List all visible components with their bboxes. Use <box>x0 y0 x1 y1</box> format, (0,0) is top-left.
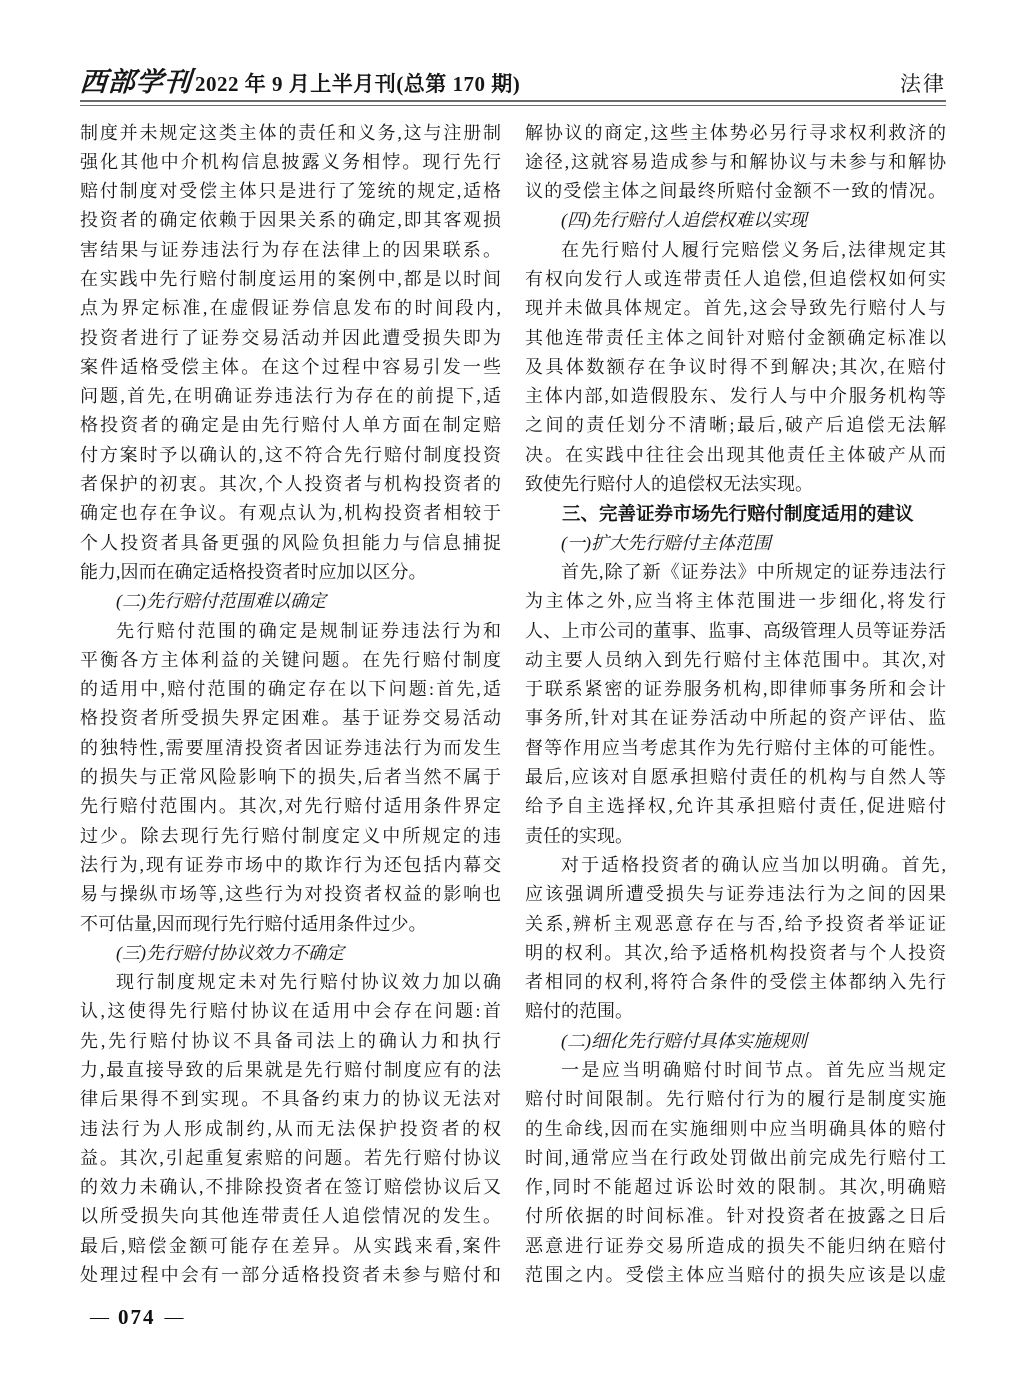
text-line: 对于适格投资者的确认应当加以明确。首先, <box>561 854 946 875</box>
text-line: 其他连带责任主体之间针对赔付金额确定标准以 <box>525 327 946 348</box>
text-line: 最后,赔偿金额可能存在差异。从实践来看,案件 <box>80 1235 501 1256</box>
text-line: 的损失与正常风险影响下的损失,后者当然不属于 <box>80 767 501 788</box>
right-column <box>525 119 946 1291</box>
subsection-heading: (二)细化先行赔付具体实施规则 <box>561 1030 807 1051</box>
text-line: 律后果得不到实现。不具备约束力的协议无法对 <box>80 1089 501 1110</box>
text-line: 动主要人员纳入到先行赔付主体范围中。其次,对 <box>525 649 946 670</box>
text-line: 在实践中先行赔付制度运用的案例中,都是以时间 <box>80 268 501 289</box>
text-line: 者相同的权利,将符合条件的受偿主体都纳入先行 <box>525 972 946 993</box>
text-line: 给予自主选择权,允许其承担赔付责任,促进赔付 <box>525 796 946 817</box>
subsection-heading: (四)先行赔付人追偿权难以实现 <box>561 210 807 231</box>
text-line: 力,最直接导致的后果就是先行赔付制度应有的法 <box>80 1060 501 1080</box>
text-line: 途径,这就容易造成参与和解协议与未参与和解协 <box>525 151 946 172</box>
text-line: 法行为,现有证券市场中的欺诈行为还包括内幕交 <box>80 854 501 875</box>
text-line: 最后,应该对自愿承担赔付责任的机构与自然人等 <box>525 767 946 788</box>
text-line: 害结果与证券违法行为存在法律上的因果联系。 <box>80 239 501 260</box>
text-line: 平衡各方主体利益的关键问题。在先行赔付制度 <box>80 649 501 670</box>
text-line: 赔付制度对受偿主体只是进行了笼统的规定,适格 <box>80 181 501 202</box>
text-line: 议的受偿主体之间最终所赔付金额不一致的情况。 <box>525 181 946 202</box>
text-line: 案件适格受偿主体。在这个过程中容易引发一些 <box>80 356 501 377</box>
text-line: 恶意进行证券交易所造成的损失不能归纳在赔付 <box>525 1235 946 1256</box>
text-line: 明的权利。其次,给予适格机构投资者与个人投资 <box>525 942 946 963</box>
page-header <box>80 60 946 100</box>
text-line: 责任的实现。 <box>525 825 633 846</box>
journal-logo: 西部学刊 <box>78 67 193 97</box>
text-line: 主体内部,如造假股东、发行人与中介服务机构等 <box>525 386 946 407</box>
section-label: 法律 <box>900 73 946 96</box>
text-line: 首先,除了新《证券法》中所规定的证券违法行 <box>561 561 946 582</box>
text-line: 先行赔付范围内。其次,对先行赔付适用条件界定 <box>80 796 501 817</box>
text-line: 及具体数额存在争议时得不到解决;其次,在赔付 <box>525 356 946 377</box>
text-line: 个人投资者具备更强的风险负担能力与信息捕捉 <box>80 532 501 553</box>
text-line: 于联系紧密的证券服务机构,即律师事务所和会计 <box>525 679 946 700</box>
text-line: 付所依据的时间标准。针对投资者在披露之日后 <box>525 1206 946 1227</box>
text-line: 赔付时间限制。先行赔付行为的履行是制度实施 <box>525 1089 946 1110</box>
text-line: 确定也存在争议。有观点认为,机构投资者相较于 <box>80 503 501 524</box>
issue-info: 2022 年 9 月上半月刊(总第 170 期) <box>195 72 521 96</box>
text-line: 赔付的范围。 <box>525 1001 633 1022</box>
subsection-heading: (一)扩大先行赔付主体范围 <box>561 532 771 553</box>
text-line: 认,这使得先行赔付协议在适用中会存在问题:首 <box>80 1001 501 1022</box>
subsection-heading: (二)先行赔付范围难以确定 <box>116 591 326 612</box>
left-column <box>80 119 501 1291</box>
text-line: 付方案时予以确认的,这不符合先行赔付制度投资 <box>80 444 501 465</box>
text-line: 点为界定标准,在虚假证券信息发布的时间段内, <box>80 298 501 319</box>
text-line: 时间,通常应当在行政处罚做出前完成先行赔付工 <box>525 1147 946 1168</box>
section-heading: 三、完善证券市场先行赔付制度适用的建议 <box>562 503 914 525</box>
footer-dash-right: — <box>164 1306 184 1328</box>
text-line: 投资者进行了证券交易活动并因此遭受损失即为 <box>80 327 501 348</box>
text-line: 能力,因而在确定适格投资者时应加以区分。 <box>80 561 427 582</box>
text-line: 先,先行赔付协议不具备司法上的确认力和执行 <box>80 1030 501 1051</box>
text-line: 格投资者所受损失界定困难。基于证券交易活动 <box>80 708 501 729</box>
text-line: 以所受损失向其他连带责任人追偿情况的发生。 <box>80 1206 501 1227</box>
text-line: 不可估量,因而现行先行赔付适用条件过少。 <box>80 913 427 934</box>
text-line: 过少。除去现行先行赔付制度定义中所规定的违 <box>80 825 501 846</box>
text-line: 作,同时不能超过诉讼时效的限制。其次,明确赔 <box>525 1177 946 1198</box>
text-line: 关系,辨析主观恶意存在与否,给予投资者举证证 <box>525 913 946 934</box>
text-line: 一是应当明确赔付时间节点。首先应当规定 <box>561 1060 946 1080</box>
page-footer <box>90 1305 946 1330</box>
article-body <box>80 119 946 1291</box>
footer-dash-left: — <box>90 1306 109 1328</box>
text-line: 的独特性,需要厘清投资者因证券违法行为而发生 <box>80 737 501 758</box>
text-line: 益。其次,引起重复索赔的问题。若先行赔付协议 <box>80 1147 501 1168</box>
text-line: 致使先行赔付人的追偿权无法实现。 <box>525 474 813 495</box>
text-line: 现行制度规定未对先行赔付协议效力加以确 <box>116 972 501 993</box>
text-line: 应该强调所遭受损失与证券违法行为之间的因果 <box>525 884 946 905</box>
header-divider <box>80 100 946 106</box>
text-line: 处理过程中会有一部分适格投资者未参与赔付和 <box>80 1265 501 1286</box>
text-line: 督等作用应当考虑其作为先行赔付主体的可能性。 <box>525 737 946 758</box>
text-line: 解协议的商定,这些主体势必另行寻求权利救济的 <box>525 122 946 143</box>
page-number: 074 <box>118 1305 156 1330</box>
text-line: 为主体之外,应当将主体范围进一步细化,将发行 <box>525 591 946 612</box>
text-line: 的适用中,赔付范围的确定存在以下问题:首先,适 <box>80 679 501 700</box>
text-line: 决。在实践中往往会出现其他责任主体破产从而 <box>525 444 946 465</box>
text-line: 范围之内。受偿主体应当赔付的损失应该是以虚 <box>525 1265 946 1286</box>
text-line: 的效力未确认,不排除投资者在签订赔偿协议后又 <box>80 1177 501 1198</box>
subsection-heading: (三)先行赔付协议效力不确定 <box>116 942 344 963</box>
text-line: 的生命线,因而在实施细则中应当明确具体的赔付 <box>525 1118 946 1139</box>
text-line: 之间的责任划分不清晰;最后,破产后追偿无法解 <box>525 415 946 436</box>
text-line: 有权向发行人或连带责任人追偿,但追偿权如何实 <box>525 268 946 289</box>
text-line: 投资者的确定依赖于因果关系的确定,即其客观损 <box>80 210 501 231</box>
text-line: 在先行赔付人履行完赔偿义务后,法律规定其 <box>561 239 946 260</box>
text-line: 违法行为人形成制约,从而无法保护投资者的权 <box>80 1118 501 1139</box>
text-line: 易与操纵市场等,这些行为对投资者权益的影响也 <box>80 884 501 905</box>
text-line: 人、上市公司的董事、监事、高级管理人员等证券活 <box>525 620 946 641</box>
text-line: 现并未做具体规定。首先,这会导致先行赔付人与 <box>525 298 946 319</box>
text-line: 问题,首先,在明确证券违法行为存在的前提下,适 <box>80 386 501 407</box>
text-line: 先行赔付范围的确定是规制证券违法行为和 <box>116 620 501 641</box>
text-line: 强化其他中介机构信息披露义务相悖。现行先行 <box>80 151 501 172</box>
text-line: 事务所,针对其在证券活动中所起的资产评估、监 <box>525 708 946 729</box>
text-line: 制度并未规定这类主体的责任和义务,这与注册制 <box>80 122 501 143</box>
header-left <box>80 60 520 99</box>
text-line: 者保护的初衷。其次,个人投资者与机构投资者的 <box>80 474 501 495</box>
text-line: 格投资者的确定是由先行赔付人单方面在制定赔 <box>80 415 501 436</box>
